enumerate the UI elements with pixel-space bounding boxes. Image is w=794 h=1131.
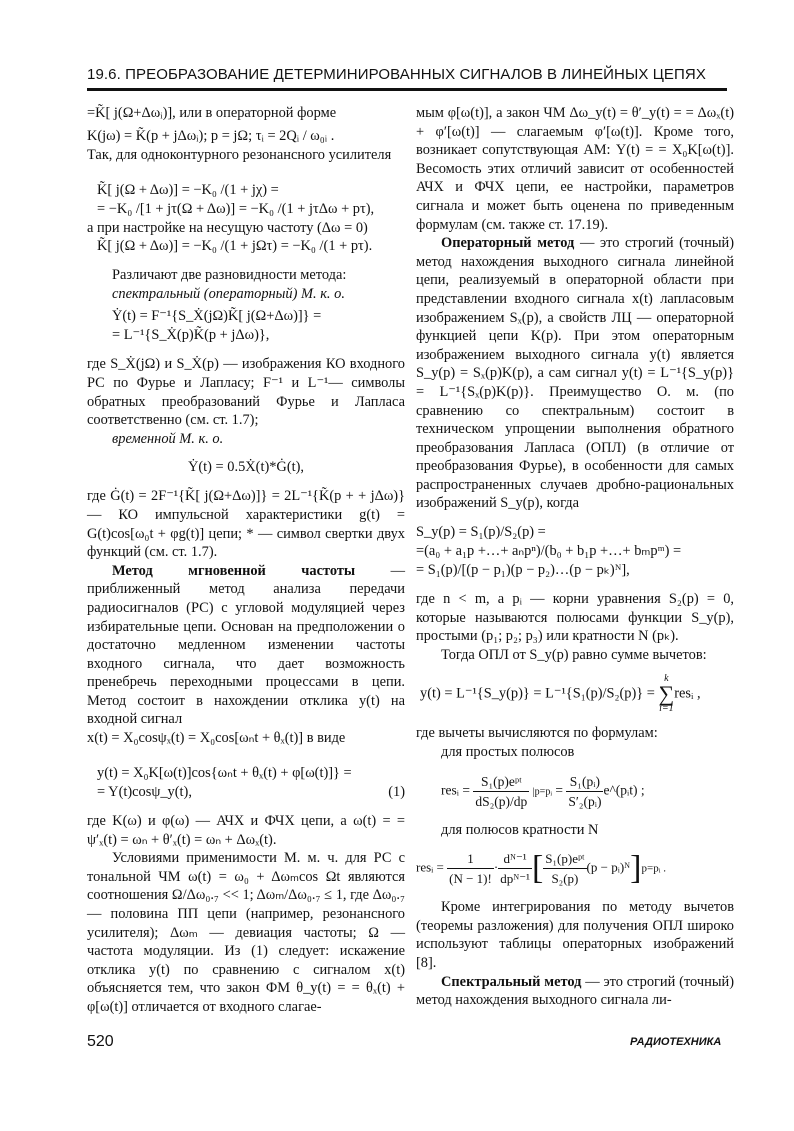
paragraph: где n < m, а pᵢ — корни уравнения S₂(p) = 0, которые называются полюсами функции S_y(p), простыми (p₁; p₂; p₃) или кратности N (pₖ). — [416, 591, 734, 645]
term-bold: Операторный метод — [441, 235, 575, 252]
book-title: РАДИОТЕХНИКА — [630, 1036, 722, 1048]
term-bold: Метод мгновенной частоты — [112, 562, 356, 579]
italic-text: временной М. к. о. — [112, 430, 224, 447]
paragraph — [416, 973, 734, 1010]
numerator: S₁(pᵢ) — [566, 772, 603, 792]
equation-line: Ẏ(t) = F⁻¹{S_Ẋ(jΩ)K̃[ j(Ω+Δω)]} = — [112, 308, 322, 325]
sum-symbol: ∑ — [658, 681, 675, 707]
equation-text: = — [555, 782, 563, 798]
denominator: S′₂(pᵢ) — [568, 793, 602, 809]
equation-text: e^(pᵢt) ; — [603, 782, 645, 798]
equation-line: K̃[ j(Ω + Δω)] = −K₀ /(1 + jχ) = — [97, 181, 279, 198]
paragraph: Так, для одноконтурного резонансного усилителя — [87, 147, 392, 163]
numerator: dᴺ⁻¹ — [498, 849, 532, 869]
page-number: 520 — [87, 1033, 114, 1050]
fraction — [498, 849, 532, 888]
right-column — [416, 104, 734, 1010]
equation-line: = −K₀ /[1 + jτ(Ω + Δω)] = −K₀ /(1 + jτΔω + pτ), — [97, 200, 375, 217]
text-line: =K̃[ j(Ω+Δωᵢ)], или в операторной форме — [87, 105, 337, 121]
left-column — [87, 104, 405, 1017]
equation-residue-sum — [416, 674, 734, 714]
denominator: dS₂(p)/dp — [475, 793, 528, 809]
equation-line: = S₁(p)/[(p − p₁)(p − p₂)…(p − pₖ)ᴺ], — [416, 562, 630, 579]
paragraph-text: — это строгий (точный) метод нахождения выходного сигнала ли- — [416, 973, 734, 1009]
equation-operator-form: K(jω) = K̃(p + jΔωᵢ); p = jΩ; τᵢ = 2Qᵢ / ω₀ᵢ . — [87, 128, 335, 144]
equation-text: resᵢ , — [674, 685, 701, 702]
equation-line: x(t) = X₀cosψₓ(t) = X₀cos[ωₙt + θₓ(t)] в виде — [87, 730, 346, 747]
method-label — [87, 285, 405, 304]
numerator: S₁(p)eᵖᵗ — [473, 772, 529, 792]
term-bold: Спектральный метод — [441, 973, 582, 990]
sum-lower-limit: i=1 — [659, 703, 674, 715]
sum-upper-limit: k — [664, 673, 669, 685]
equation-line: S_y(p) = S₁(p)/S₂(p) = — [416, 524, 546, 541]
paragraph: где вычеты вычисляются по формулам: — [416, 725, 658, 742]
equation-line: K̃[ j(Ω + Δω)] = −K₀ /(1 + jΩτ) = −K₀ /(1 + pτ). — [97, 238, 373, 255]
fraction — [566, 772, 603, 811]
equation-line: Ẏ(t) = 0.5Ẋ(t)*Ġ(t), — [187, 459, 305, 476]
numerator: S₁(p)eᵖᵗ — [543, 849, 586, 869]
fraction — [543, 849, 586, 888]
equation-text: (p − pᵢ)ᴺ — [586, 859, 631, 875]
paragraph: для простых полюсов — [441, 744, 575, 761]
fraction — [473, 772, 529, 811]
denominator: dpᴺ⁻¹ — [500, 871, 530, 887]
paragraph: а при настройке на несущую частоту (Δω = 0) — [87, 219, 368, 236]
paragraph: для полюсов кратности N — [441, 821, 599, 838]
paragraph — [87, 562, 405, 729]
running-header: 19.6. ПРЕОБРАЗОВАНИЕ ДЕТЕРМИНИРОВАННЫХ СИГНАЛОВ В ЛИНЕЙНЫХ ЦЕПЯХ — [87, 66, 706, 83]
summation — [659, 674, 675, 714]
equation-number: (1) — [388, 784, 405, 801]
equation-text: resᵢ = — [441, 782, 470, 798]
numerator: 1 — [447, 849, 494, 869]
equation-simple-pole — [416, 772, 734, 811]
paragraph: где Ġ(t) = 2F⁻¹{K̃[ j(Ω+Δω)]} = 2L⁻¹{K̃(p + + jΔω)} — КО импульсной характеристики g(t) = G(t)cos[ω₀t + φg(t)] цепи; * — символ свертки двух функций (см. ст. 1.7). — [87, 488, 405, 561]
denominator: (N − 1)! — [449, 871, 492, 887]
paragraph: Условиями применимости М. м. ч. для РС с тональной ЧМ ω(t) = ω₀ + Δωₘcos Ωt являются соотношения Ω/Δω₀.₇ << 1; Δωₘ/Δω₀.₇ ≤ 1, где Δω₀.₇ — половина ПП цепи (например, резонансного усилителя); Δωₘ — девиация частоты; Ω — частота модуляции. Из (1) следует: искажение отклика y(t) по сравнению с сигналом x(t) объясняется тем, что закон ФМ θ_y(t) = = θₓ(t) + φ[ω(t)] отличается от входного слагае- — [87, 850, 405, 1015]
equation-text: resᵢ = — [416, 859, 444, 875]
paragraph: мым φ[ω(t)], а закон ЧМ Δω_y(t) = θ′_y(t) = = Δωₓ(t) + φ′[ω(t)] — слагаемым φ′[ω(t)]. Кроме того, возникает сопутствующая АМ: Y(t) = = X₀K[ω(t)]. Весомость этих отличий зависит от особенностей АЧХ и ФЧХ цепи, ее настройки, параметров сигнала и может быть оценена по приведенным формулам (см. также ст. 17.19). — [416, 105, 734, 233]
evaluation-subscript: p=pᵢ . — [641, 862, 667, 875]
left-bracket: [ — [531, 849, 544, 887]
equation-text: y(t) = L⁻¹{S_y(p)} = L⁻¹{S₁(p)/S₂(p)} = — [420, 685, 655, 702]
paragraph — [416, 234, 734, 513]
equation-line: =(a₀ + a₁p +…+ aₙpⁿ)/(b₀ + b₁p +…+ bₘpᵐ) = — [416, 543, 682, 560]
paragraph: где S_Ẋ(jΩ) и S_Ẋ(p) — изображения КО входного РС по Фурье и Лапласу; F⁻¹ и L⁻¹— символы обратных преобразований Фурье и Лапласа соответственно (см. ст. 1.7); — [87, 356, 405, 429]
equation-line: y(t) = X₀K[ω(t)]cos{ωₙt + θₓ(t) + φ[ω(t)]} = — [97, 765, 352, 782]
equation-text: = Y(t)cosψ_y(t), — [97, 784, 192, 801]
paragraph: где K(ω) и φ(ω) — АЧХ и ФЧХ цепи, а ω(t) = = ψ′ₓ(t) = ωₙ + θ′ₓ(t) = ωₙ + Δωₓ(t). — [87, 813, 405, 848]
equation-line: = L⁻¹{S_Ẋ(p)K̃(p + jΔω)}, — [112, 327, 270, 344]
equation-text: · — [493, 859, 499, 875]
equation-line — [87, 783, 405, 802]
fraction — [447, 849, 494, 888]
equation-multiple-pole — [416, 849, 734, 888]
paragraph-text: — приближенный метод анализа передачи радиосигналов (РС) с угловой модуляцией через избирательные цепи. Основан на предположении о достаточно медленном изменении частоты входного сигнала, что дает возможность пренебречь переходными процессами в цепи. Метод состоит в нахождении отклика y(t) на входной сигнал — [87, 562, 405, 728]
header-rule — [87, 88, 727, 91]
denominator: S₂(p) — [551, 871, 579, 887]
evaluation-bar: |p=pᵢ — [532, 786, 552, 798]
paragraph: Кроме интегрирования по методу вычетов (теоремы разложения) для получения ОПЛ широко используют таблицы операторных изображений [8]. — [416, 899, 734, 971]
paragraph-text: — это строгий (точный) метод нахождения выходного сигнала линейной цепи, реализуемый в операторной области при представлении входного сигнала x(t) лапласовым изображением Sₓ(p), а свойств ЛЦ — операторной функцией цепи K(p). При этом операторным изображением выходного сигнала y(t) является S_y(p) = Sₓ(p)K(p), а сам сигнал y(t) = L⁻¹{S_y(p)} = L⁻¹{Sₓ(p)K(p)}. Преимущество О. м. (по сравнению со спектральным) состоит в техническом упрощении выполнения обратного преобразования Лапласа (ОПЛ) (в отличие от преобразования Фурье), в особенности для самых распространенных случаев дробно-рациональных изображений S_y(p), когда — [416, 235, 734, 512]
paragraph: Тогда ОПЛ от S_y(p) равно сумме вычетов: — [441, 646, 707, 663]
method-label — [87, 430, 405, 449]
right-bracket: ] — [630, 849, 642, 887]
paragraph: Различают две разновидности метода: — [112, 267, 347, 284]
italic-text: спектральный (операторный) М. к. о. — [112, 285, 345, 302]
